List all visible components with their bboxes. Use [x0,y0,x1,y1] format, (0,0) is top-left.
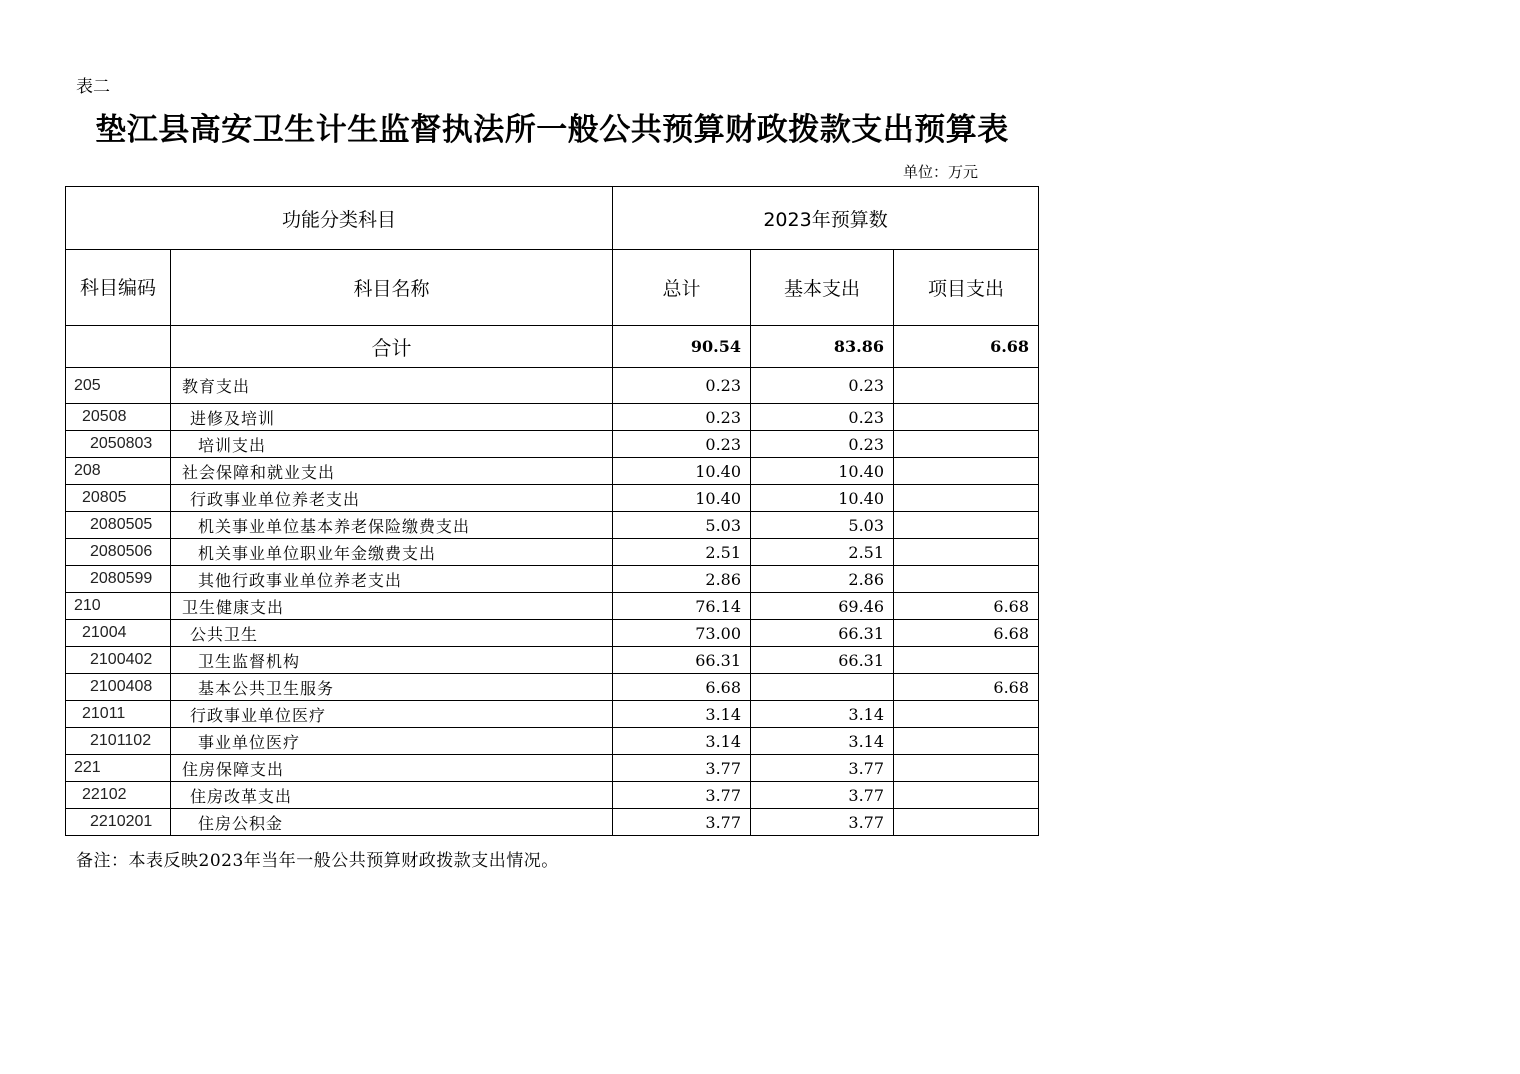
row-code: 2101102 [66,728,171,755]
row-total: 5.03 [613,512,751,539]
table-row [66,593,1039,620]
row-project [894,368,1039,404]
row-code: 20508 [66,404,171,431]
row-basic: 66.31 [751,620,894,647]
row-name: 教育支出 [171,368,613,404]
row-code: 210 [66,593,171,620]
row-basic: 3.14 [751,701,894,728]
row-name: 事业单位医疗 [171,728,613,755]
footnote: 备注：本表反映2023年当年一般公共预算财政拨款支出情况。 [76,851,559,871]
row-total: 66.31 [613,647,751,674]
header-year-budget: 2023年预算数 [613,187,1039,250]
summary-row [66,326,1039,368]
row-basic: 0.23 [751,368,894,404]
row-name: 社会保障和就业支出 [171,458,613,485]
row-code: 2080599 [66,566,171,593]
row-total: 6.68 [613,674,751,701]
table-row [66,701,1039,728]
table-row [66,539,1039,566]
row-code: 22102 [66,782,171,809]
row-basic: 0.23 [751,431,894,458]
row-basic: 3.14 [751,728,894,755]
row-code: 2080506 [66,539,171,566]
row-project [894,728,1039,755]
row-total: 73.00 [613,620,751,647]
row-basic: 2.86 [751,566,894,593]
header-basic: 基本支出 [751,250,894,326]
table-row [66,755,1039,782]
row-project [894,566,1039,593]
row-name: 培训支出 [171,431,613,458]
row-project: 6.68 [894,620,1039,647]
row-code: 208 [66,458,171,485]
row-code: 2210201 [66,809,171,836]
summary-basic: 83.86 [751,326,894,368]
row-total: 10.40 [613,485,751,512]
row-total: 0.23 [613,431,751,458]
row-basic: 3.77 [751,809,894,836]
row-project [894,701,1039,728]
header-code: 科目编码 [66,250,171,326]
row-basic: 10.40 [751,485,894,512]
header-total: 总计 [613,250,751,326]
row-name: 住房保障支出 [171,755,613,782]
row-name: 住房改革支出 [171,782,613,809]
row-name: 机关事业单位基本养老保险缴费支出 [171,512,613,539]
row-basic: 66.31 [751,647,894,674]
table-row [66,404,1039,431]
row-name: 卫生监督机构 [171,647,613,674]
row-total: 2.86 [613,566,751,593]
row-basic [751,674,894,701]
row-project [894,512,1039,539]
table-row [66,458,1039,485]
header-project: 项目支出 [894,250,1039,326]
row-code: 2080505 [66,512,171,539]
row-name: 基本公共卫生服务 [171,674,613,701]
summary-project: 6.68 [894,326,1039,368]
table-row [66,809,1039,836]
row-code: 21011 [66,701,171,728]
budget-table [65,186,1039,836]
row-basic: 3.77 [751,782,894,809]
row-project [894,485,1039,512]
table-row [66,620,1039,647]
row-name: 进修及培训 [171,404,613,431]
row-name: 行政事业单位养老支出 [171,485,613,512]
row-project [894,755,1039,782]
table-row [66,782,1039,809]
row-project: 6.68 [894,593,1039,620]
row-basic: 5.03 [751,512,894,539]
row-basic: 3.77 [751,755,894,782]
row-total: 3.14 [613,701,751,728]
table-row [66,485,1039,512]
row-basic: 0.23 [751,404,894,431]
document-title: 垫江县高安卫生计生监督执法所一般公共预算财政拨款支出预算表 [95,112,1009,148]
table-number-label: 表二 [76,77,110,97]
row-total: 3.77 [613,782,751,809]
row-total: 10.40 [613,458,751,485]
header-category: 功能分类科目 [66,187,613,250]
row-name: 住房公积金 [171,809,613,836]
row-project [894,431,1039,458]
row-project [894,647,1039,674]
row-total: 0.23 [613,368,751,404]
row-project: 6.68 [894,674,1039,701]
table-row [66,674,1039,701]
row-project [894,539,1039,566]
row-code: 2100408 [66,674,171,701]
row-total: 2.51 [613,539,751,566]
summary-code-cell [66,326,171,368]
row-project [894,458,1039,485]
row-project [894,809,1039,836]
row-name: 卫生健康支出 [171,593,613,620]
header-row-bottom [66,250,1039,326]
table-row [66,566,1039,593]
header-name: 科目名称 [171,250,613,326]
row-basic: 69.46 [751,593,894,620]
row-name: 公共卫生 [171,620,613,647]
table-row [66,512,1039,539]
table-row [66,647,1039,674]
row-code: 221 [66,755,171,782]
row-code: 2100402 [66,647,171,674]
header-row-top [66,187,1039,250]
table-row [66,368,1039,404]
row-total: 76.14 [613,593,751,620]
row-total: 3.14 [613,728,751,755]
row-code: 205 [66,368,171,404]
table-row [66,431,1039,458]
row-total: 0.23 [613,404,751,431]
row-total: 3.77 [613,755,751,782]
unit-note: 单位：万元 [903,163,979,181]
row-total: 3.77 [613,809,751,836]
row-name: 其他行政事业单位养老支出 [171,566,613,593]
row-basic: 10.40 [751,458,894,485]
row-project [894,782,1039,809]
row-code: 20805 [66,485,171,512]
summary-total: 90.54 [613,326,751,368]
table-row [66,728,1039,755]
row-name: 行政事业单位医疗 [171,701,613,728]
row-code: 2050803 [66,431,171,458]
row-basic: 2.51 [751,539,894,566]
summary-label: 合计 [171,326,613,368]
row-code: 21004 [66,620,171,647]
row-name: 机关事业单位职业年金缴费支出 [171,539,613,566]
row-project [894,404,1039,431]
